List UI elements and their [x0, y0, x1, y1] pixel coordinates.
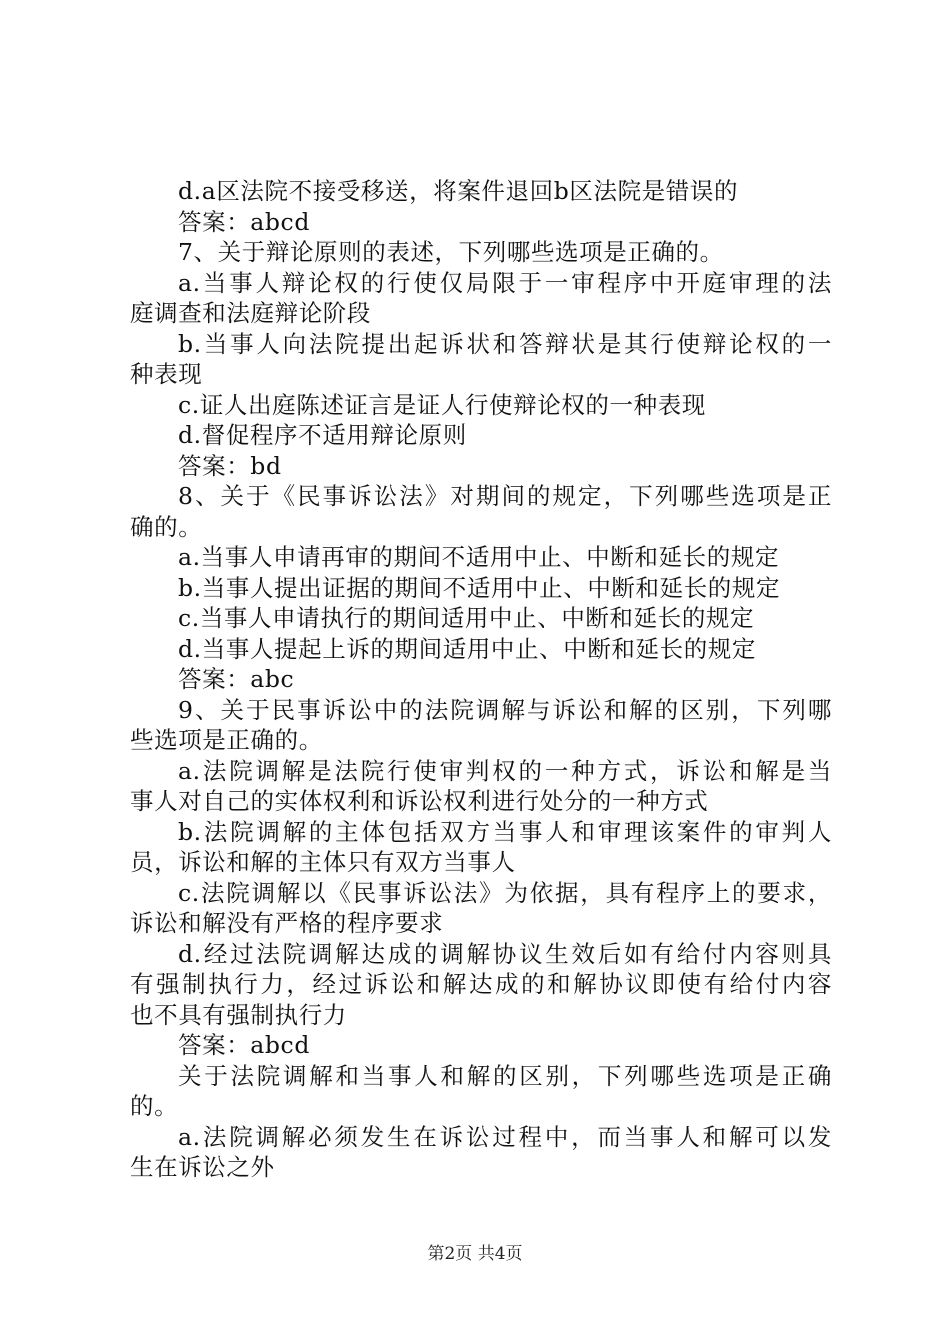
question-line-continuation: 确的。 — [130, 512, 203, 541]
answer-line: 答案：bd — [178, 451, 282, 480]
answer-line: 答案：abc — [178, 665, 295, 693]
option-line: b.当事人提出证据的期间不适用中止、中断和延长的规定 — [178, 573, 781, 602]
option-line-continuation: 有强制执行力，经过诉讼和解达成的和解协议即使有给付内容 — [130, 970, 832, 998]
option-line: c.当事人申请执行的期间适用中止、中断和延长的规定 — [178, 604, 755, 632]
option-line-continuation: 也不具有强制执行力 — [130, 1000, 347, 1029]
option-line: d.a区法院不接受移送，将案件退回b区法院是错误的 — [178, 177, 739, 205]
option-line: a.当事人申请再审的期间不适用中止、中断和延长的规定 — [178, 543, 780, 571]
option-line-continuation: 生在诉讼之外 — [130, 1153, 275, 1181]
question-line: 8、关于《民事诉讼法》对期间的规定，下列哪些选项是正 — [178, 482, 832, 510]
question-line-continuation: 些选项是正确的。 — [130, 726, 323, 754]
option-line: d.督促程序不适用辩论原则 — [178, 421, 467, 449]
option-line: b.当事人向法院提出起诉状和答辩状是其行使辩论权的一 — [178, 329, 832, 358]
option-line: c.法院调解以《民事诉讼法》为依据，具有程序上的要求， — [178, 878, 832, 907]
question-line: 7、关于辩论原则的表述，下列哪些选项是正确的。 — [178, 238, 724, 266]
option-line-continuation: 庭调查和法庭辩论阶段 — [130, 299, 371, 327]
option-line: a.法院调解是法院行使审判权的一种方式，诉讼和解是当 — [178, 756, 832, 785]
option-line: a.法院调解必须发生在诉讼过程中，而当事人和解可以发 — [178, 1122, 832, 1151]
option-line: c.证人出庭陈述证言是证人行使辩论权的一种表现 — [178, 390, 706, 419]
answer-line: 答案：abcd — [178, 207, 310, 236]
page-number-footer: 第2页 共4页 — [427, 1244, 523, 1264]
question-line-continuation: 的。 — [130, 1092, 179, 1120]
option-line-continuation: 事人对自己的实体权利和诉讼权利进行处分的一种方式 — [130, 787, 709, 815]
option-line-continuation: 种表现 — [130, 360, 203, 388]
question-line: 关于法院调解和当事人和解的区别，下列哪些选项是正确 — [178, 1061, 832, 1090]
option-line: b.法院调解的主体包括双方当事人和审理该案件的审判人 — [178, 817, 832, 846]
question-line: 9、关于民事诉讼中的法院调解与诉讼和解的区别，下列哪 — [178, 695, 832, 724]
answer-line: 答案：abcd — [178, 1031, 310, 1059]
option-line: d.当事人提起上诉的期间适用中止、中断和延长的规定 — [178, 634, 757, 663]
option-line: d.经过法院调解达成的调解协议生效后如有给付内容则具 — [178, 939, 832, 968]
option-line: a.当事人辩论权的行使仅局限于一审程序中开庭审理的法 — [178, 268, 832, 297]
option-line-continuation: 诉讼和解没有严格的程序要求 — [130, 909, 444, 937]
document-body — [130, 176, 832, 1183]
option-line-continuation: 员，诉讼和解的主体只有双方当事人 — [130, 848, 516, 876]
